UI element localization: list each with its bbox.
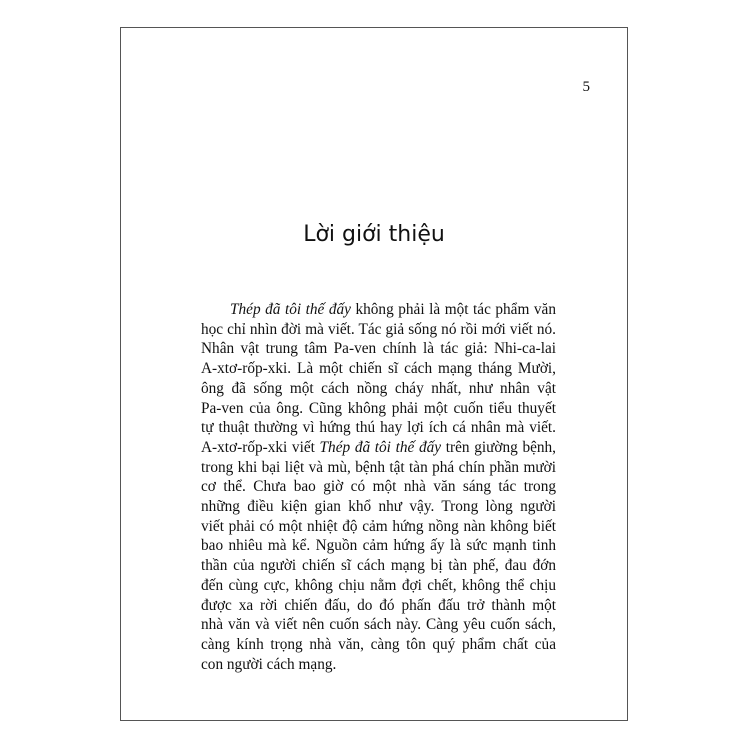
paragraph-line: viết phải có một nhiệt độ cảm hứng nồng nàn không biết	[201, 517, 556, 535]
book-title-italic: Thép đã tôi thế đấy	[319, 438, 442, 456]
paragraph-line: học chỉ nhìn đời mà viết. Tác giả sống nó rồi mới viết nó.	[201, 320, 556, 338]
paragraph-line: ông đã sống một cách nồng cháy nhất, như nhân vật	[201, 379, 556, 397]
book-page	[120, 27, 628, 721]
paragraph-line: càng kính trọng nhà văn, càng tôn quý phẩm chất của	[201, 635, 556, 653]
paragraph-line: cơ thể. Chưa bao giờ có một nhà văn sáng tác trong	[201, 478, 556, 496]
paragraph-line: những điều kiện gian khổ như vậy. Trong lòng người	[201, 498, 556, 516]
paragraph-line: A-xtơ-rốp-xki. Là một chiến sĩ cách mạng tháng Mười,	[201, 360, 556, 378]
paragraph-line: thần của người chiến sĩ cách mạng bị tàn phế, đau đớn	[201, 557, 556, 575]
paragraph-line: Nhân vật trung tâm Pa-ven chính là tác giả: Nhi-ca-lai	[201, 340, 556, 358]
paragraph-line: trong khi bại liệt và mù, bệnh tật tàn phá chín phần mười	[201, 458, 556, 476]
paragraph-line: bao nhiêu mà kể. Nguồn cảm hứng ấy là sức mạnh tinh	[201, 537, 556, 555]
paragraph-line: A-xtơ-rốp-xki viết Thép đã tôi thế đấy trên giường bệnh,	[201, 438, 556, 456]
introduction-paragraph	[201, 300, 556, 674]
paragraph-line: con người cách mạng.	[201, 655, 337, 673]
paragraph-line: nhà văn và viết nên cuốn sách này. Càng yêu cuốn sách,	[201, 616, 556, 634]
paragraph-line: Pa-ven của ông. Cũng không phải một cuốn tiểu thuyết	[201, 399, 556, 417]
paragraph-line: đến cùng cực, không chịu nằm đợi chết, không thể chịu	[201, 576, 556, 594]
chapter-title: Lời giới thiệu	[303, 222, 445, 247]
page-number: 5	[582, 79, 590, 95]
paragraph-line: Thép đã tôi thế đấy không phải là một tác phẩm văn	[230, 301, 556, 318]
book-title-italic: Thép đã tôi thế đấy	[230, 301, 351, 318]
paragraph-line: tự thuật thường vì hứng thú hay lợi ích cá nhân mà viết.	[201, 419, 556, 437]
paragraph-line: được xa rời chiến đấu, do đó phấn đấu trở thành một	[201, 596, 556, 614]
